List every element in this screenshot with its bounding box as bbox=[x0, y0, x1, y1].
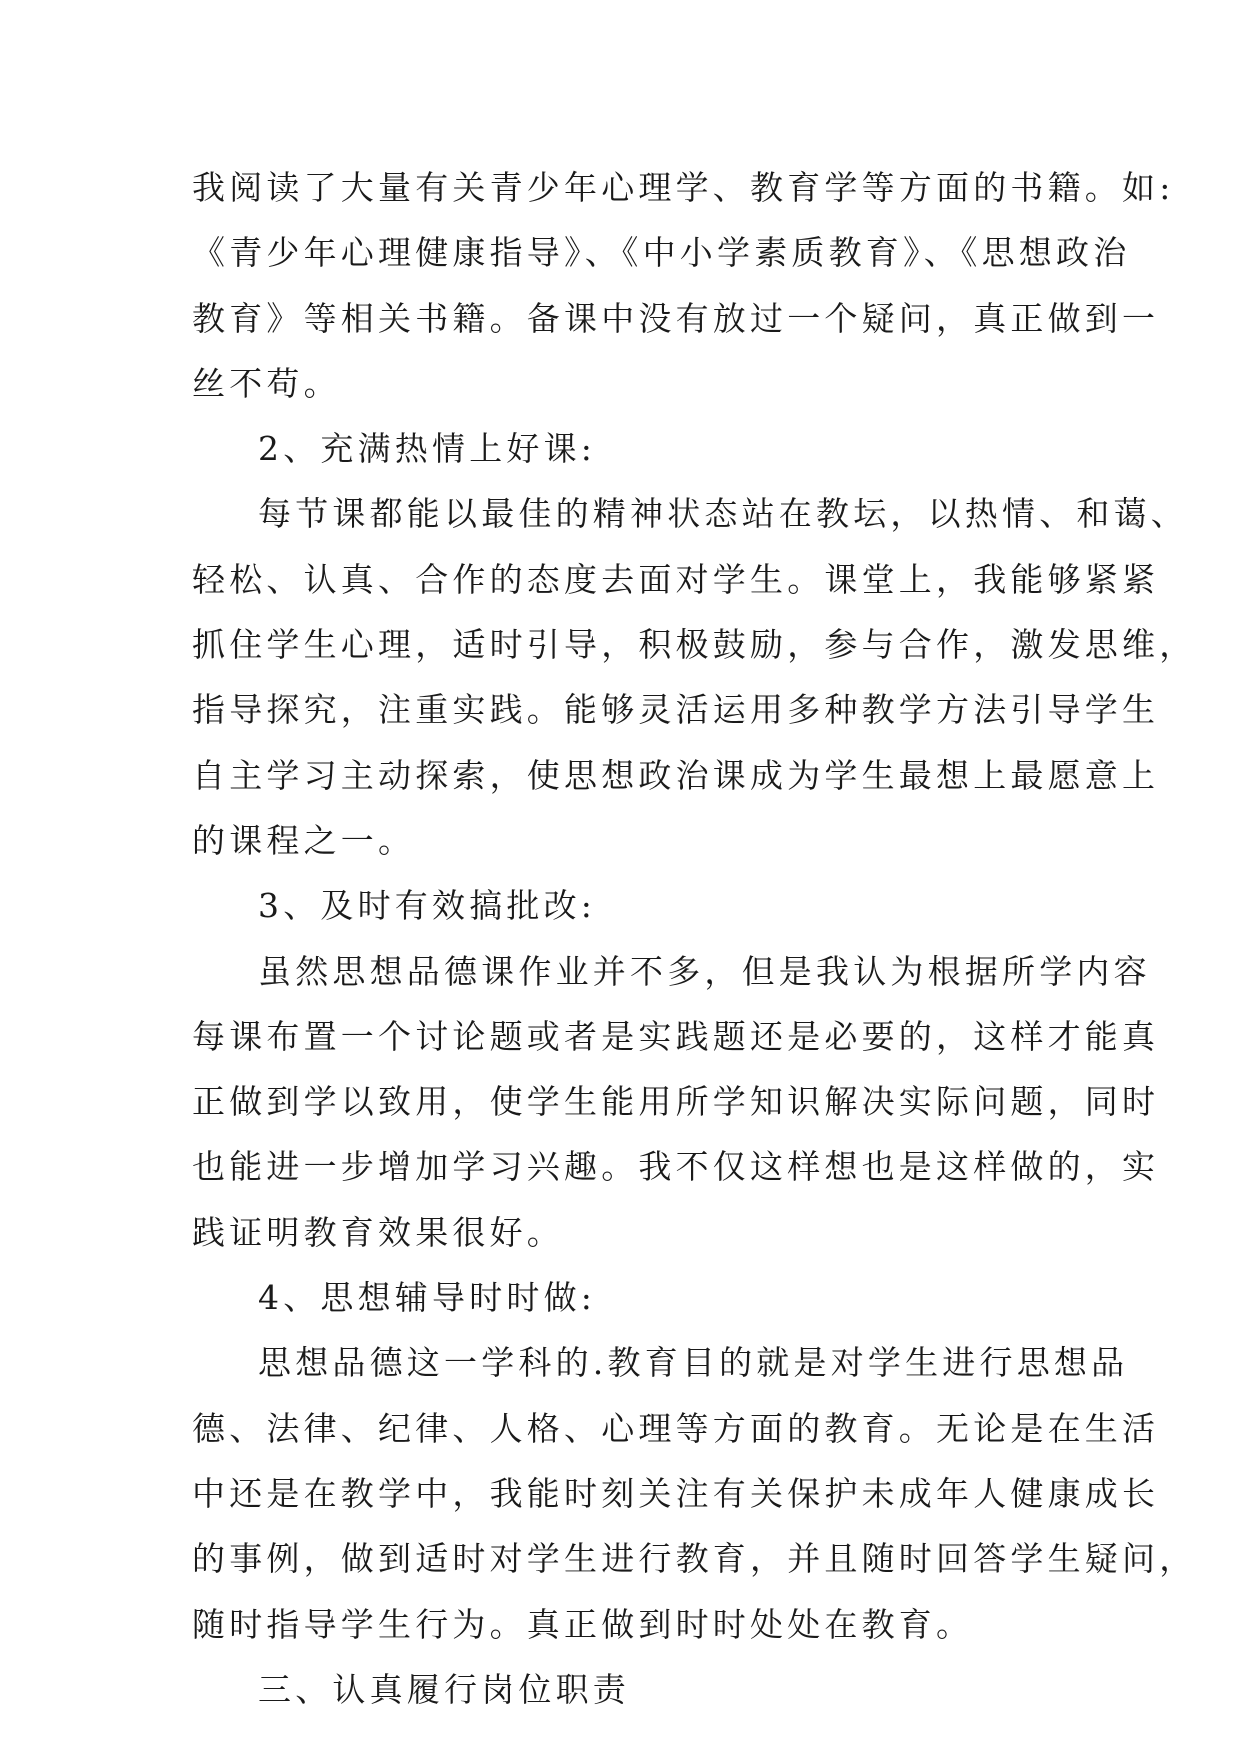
text-line: 虽然思想品德课作业并不多，但是我认为根据所学内容 bbox=[258, 951, 1151, 991]
text-line: 每节课都能以最佳的精神状态站在教坛，以热情、和蔼、 bbox=[258, 494, 1188, 534]
section-heading: 4、思想辅导时时做: bbox=[258, 1278, 597, 1318]
section-heading: 3、及时有效搞批改: bbox=[258, 886, 597, 926]
text-line: 的课程之一。 bbox=[192, 820, 416, 860]
text-line: 轻松、认真、合作的态度去面对学生。课堂上，我能够紧紧 bbox=[192, 559, 1160, 599]
text-line: 正做到学以致用，使学生能用所学知识解决实际问题，同时 bbox=[192, 1082, 1160, 1122]
text-line: 丝不苟。 bbox=[192, 363, 341, 403]
text-line: 抓住学生心理，适时引导，积极鼓励，参与合作，激发思维， bbox=[192, 625, 1197, 665]
text-line: 随时指导学生行为。真正做到时时处处在教育。 bbox=[192, 1604, 974, 1644]
text-line: 《青少年心理健康指导》、《中小学素质教育》、《思想政治 bbox=[192, 233, 1131, 273]
body-text bbox=[192, 155, 1197, 1722]
text-line: 教育》等相关书籍。备课中没有放过一个疑问，真正做到一 bbox=[192, 298, 1160, 338]
text-line: 我阅读了大量有关青少年心理学、教育学等方面的书籍。如: bbox=[192, 168, 1175, 207]
text-line: 每课布置一个讨论题或者是实践题还是必要的，这样才能真 bbox=[192, 1016, 1160, 1056]
text-line: 德、法律、纪律、人格、心理等方面的教育。无论是在生活 bbox=[192, 1408, 1160, 1448]
section-heading: 2、充满热情上好课: bbox=[258, 429, 597, 469]
text-line: 指导探究，注重实践。能够灵活运用多种教学方法引导学生 bbox=[192, 690, 1160, 730]
text-line: 践证明教育效果很好。 bbox=[192, 1212, 564, 1252]
text-line: 中还是在教学中，我能时刻关注有关保护未成年人健康成长 bbox=[192, 1473, 1160, 1513]
text-line: 也能进一步增加学习兴趣。我不仅这样想也是这样做的，实 bbox=[192, 1147, 1160, 1187]
section-heading: 三、认真履行岗位职责 bbox=[258, 1669, 630, 1709]
text-line: 的事例，做到适时对学生进行教育，并且随时回答学生疑问， bbox=[192, 1539, 1197, 1579]
text-line: 思想品德这一学科的.教育目的就是对学生进行思想品 bbox=[258, 1343, 1129, 1383]
text-line: 自主学习主动探索，使思想政治课成为学生最想上最愿意上 bbox=[192, 755, 1160, 795]
